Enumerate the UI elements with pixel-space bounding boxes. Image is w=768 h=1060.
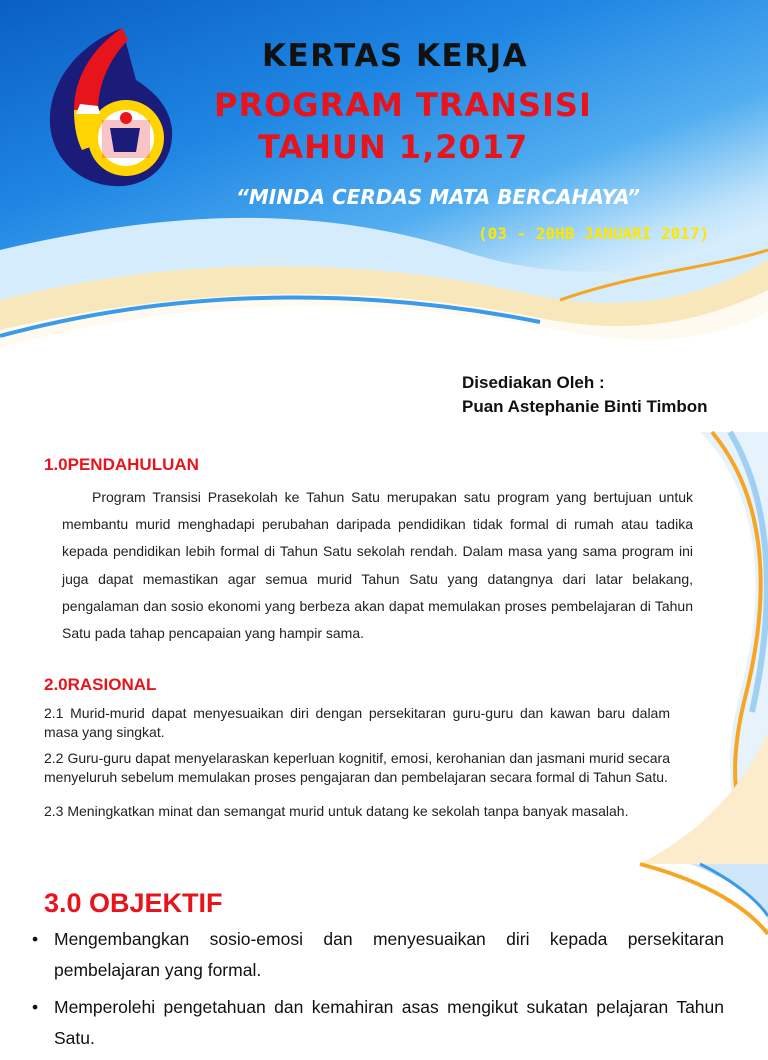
objektif-item-text: Memperolehi pengetahuan dan kemahiran asas mengikut sukatan pelajaran Tahun Satu.: [54, 997, 724, 1048]
intro-heading: 1.0PENDAHULUAN: [44, 455, 199, 474]
prepared-label: Disediakan Oleh :: [462, 373, 605, 392]
objektif-list: [32, 924, 724, 1060]
objektif-item: [32, 992, 724, 1054]
cover-program-title: PROGRAM TRANSISI: [214, 86, 592, 124]
rasional-heading: 2.0RASIONAL: [44, 675, 157, 694]
rasional-item: 2.3 Meningkatkan minat dan semangat murid untuk datang ke sekolah tanpa banyak masalah.: [44, 803, 629, 819]
cover-motto: “MINDA CERDAS MATA BERCAHAYA”: [236, 185, 641, 209]
prepared-by: [462, 371, 708, 419]
rasional-item: 2.1 Murid-murid dapat menyesuaikan diri dengan persekitaran guru-guru dan kawan baru dalam masa yang singkat.: [44, 705, 670, 740]
intro-paragraph: Program Transisi Prasekolah ke Tahun Satu merupakan satu program yang bertujuan untuk membantu murid menghadapi perubahan daripada pendidikan tidak formal di rumah atau tadika kepada pendidikan lebih formal di Tahun Satu sekolah rendah. Dalam masa yang sama program ini juga dapat memastikan agar semua murid Tahun Satu yang datangnya dari latar belakang, pengalaman dan sosio ekonomi yang berbeza akan dapat memulakan proses pembelajaran di Tahun Satu pada tahap pencapaian yang hampir sama.: [62, 489, 693, 642]
objektif-item: [32, 924, 724, 986]
objektif-item-text: Mengembangkan sosio-emosi dan menyesuaikan diri kepada persekitaran pembelajaran yang formal.: [54, 929, 724, 980]
rasional-item: 2.2 Guru-guru dapat menyelaraskan keperluan kognitif, emosi, kerohanian dan jasmani murid secara menyeluruh sebelum memulakan proses pengajaran dan pembelajaran secara formal di Tahun Satu.: [44, 750, 670, 785]
bullet-icon: •: [32, 929, 39, 949]
cover-slide: [0, 0, 768, 432]
cover-title: KERTAS KERJA: [262, 38, 529, 74]
bullet-icon: •: [32, 997, 39, 1017]
intro-slide: [0, 432, 768, 864]
rasional-list: [44, 704, 670, 829]
cover-year-title: TAHUN 1,2017: [258, 128, 529, 166]
prepared-name: Puan Astephanie Binti Timbon: [462, 397, 708, 416]
objektif-heading: 3.0 OBJEKTIF: [44, 888, 223, 918]
objektif-slide: [0, 864, 768, 1048]
school-logo: [40, 20, 180, 192]
cover-date: (03 - 20HB JANUARI 2017): [478, 224, 710, 243]
